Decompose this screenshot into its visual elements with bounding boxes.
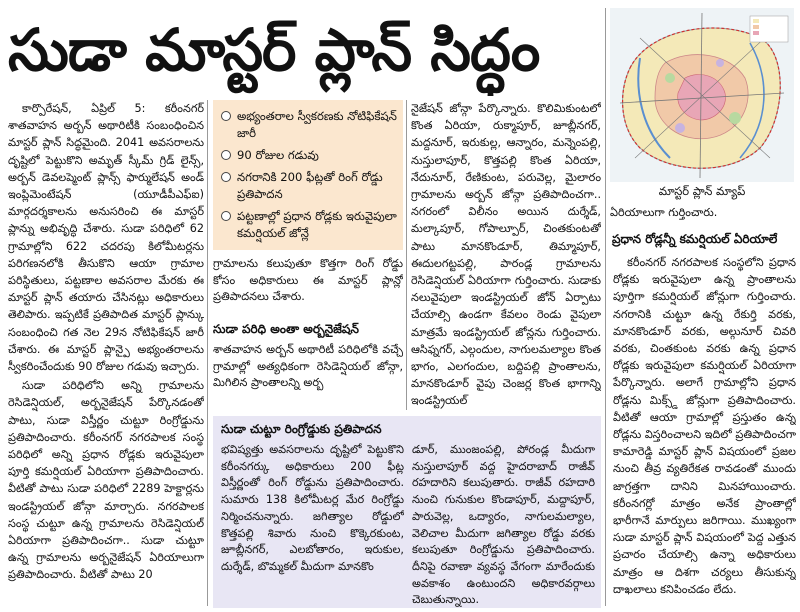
col1-paragraph-1: కార్పొరేషన్, ఏప్రిల్ 5: కరీంనగర్ శాతవాహన అర్బన్ అథారిటీకి సంబంధించిన మాస్టర్ ప్లాన్ సిద్ధమైంది. 2041 అవసరాలను దృష్టిలో పెట్టుకొని అమృత్ స్కీమ్ గ్రిడ్ లైన్స్, అర్బన్ డెవలప్మెంట్ ప్లాన్స్ ఫార్ములేషన్ అండ్ ఇంప్లిమెంటేషన్ (యూడీపీఎఫ్ఐ) మార్గదర్శకాలను అనుసరించి ఈ మాస్టర్ ప్లాన్ను అభివృద్ధి చేశారు. సుడా పరిధిలో 62 గ్రామాల్లోని 622 చదరపు కిలోమీటర్లను పరిగణనలోకి తీసుకొని ఆయా గ్రామాల పరిస్థితులు, పట్టణాల అవసరాల మేరకు ఈ మాస్టర్ ప్లాన్ తయారు చేసినట్లు అధికారులు తెలిపారు. ఇప్పటికే ప్రతిపాదిత మాస్టర్ ప్లాన్కు సంబంధించి గత నెల 29న నోటిఫికేషన్ జారీ చేశారు. ఈ మాస్టర్ ప్లాన్పై అభ్యంతరాలను స్వీకరించేందుకు 90 రోజుల గడువు ఇచ్చారు. (8, 102, 204, 374)
ring-road-heading: సుడా చుట్టూ రింగ్రోడ్డుకు ప్రతిపాదన (221, 422, 382, 436)
col3-paragraph: నైజేషన్ జోన్గా పేర్కొన్నారు. కొలిమికుంటలో కొంత ఏరియా, రుక్మాపూర్, జూబ్లీనగర్, మద్దనూర్, ఇరుకుల్ల, ఆన్నారం, మన్నెంపల్లి, నుస్తులాపూర్, కొత్తపల్లి కొంత ఏరియా, నేదునూర్, రేణికుంట, పరువెల్ల, మైలారం గ్రామాలను అర్బన్ జోన్గా ప్రతిపాదించగా.. నగరంలో విలీనం అయిన దుర్శేడ్, మల్కాపూర్, గోపాల్పూర్, చింతకుంటతో పాటు మానకొండూర్, తిమ్మాపూర్, ఈదులగట్టపల్లి, పారండ్ల గ్రామాలను రెసిడెన్షియల్ ఏరియాగా గుర్తించారు. సుడాకు నలువైపులా ఇండస్ట్రియల్ జోన్ ఏర్పాటు చేయాల్సి ఉండగా కేవలం రెండు వైపులా మాత్రమే ఇండస్ట్రియల్ జోన్లను గుర్తించారు. ఆసిఫ్నగర్, ఎల్గందుల, నాగులమల్యాల కొంత భాగం, ఎలగందుల, బద్దిపల్లి ప్రాంతాలను, మానకొండూర్ వైపు చెంజర్ల కొంత భాగాన్ని ఇండస్ట్రియల్ (411, 102, 601, 408)
col4-continuation: ఏరియాలుగా గుర్తించారు. (610, 206, 718, 219)
highlight-item: నగరానికి 200 ఫీట్లతో రింగ్ రోడ్డు ప్రతిపాదన (221, 169, 397, 203)
subheading-urbanization: సుడా పరిధి అంతా అర్బనైజేషన్ (213, 322, 359, 336)
column-1 (8, 100, 204, 605)
highlight-item: పట్టణాల్లో ప్రధాన రోడ్లకు ఇరువైపులా కమర్షియల్ జోన్లే (221, 208, 397, 242)
column-divider (207, 100, 208, 606)
highlights-box (213, 100, 403, 250)
highlight-item: 90 రోజుల గడువు (221, 147, 397, 164)
col1-paragraph-2: సుడా పరిధిలోని అన్ని గ్రామాలను రెసిడెన్షియల్, అర్బనైజేషన్ పేర్కొనడంతో పాటు, సుడా విస్తీర్ణం చుట్టూ రింగ్రోడ్డును ప్రతిపాదించారు. కరీంనగర్ నగరపాలక సంస్థ పరిధిలో అన్ని ప్రధాన రోడ్లకు ఇరువైపులా పూర్తి కమర్షియల్ ఏరియాగా ప్రతిపాదించారు. వీటితో పాటు సుడా పరిధిలో 2289 హెక్టార్లను ఇండస్ట్రియల్ జోన్గా మార్చారు. నగరపాలక సంస్థ చుట్టూ ఉన్న గ్రామాలను రెసిడెన్షియల్ ఏరియాగా ప్రతిపాదించగా.. సుడా చుట్టూ ఉన్న గ్రామాలను అర్బనైజేషన్ ఏరియాలుగా ప్రతిపాదించారు. వీటితో పాటు 20 (8, 379, 204, 582)
bullet-icon (221, 172, 231, 182)
ring-road-text-left: భవిష్యత్తు అవసరాలను దృష్టిలో పెట్టుకొని కరీంనగర్కు అధికారులు 200 ఫీట్ల విస్తీర్ణంతో రింగ్ రోడ్డును ప్రతిపాదించారు. సుమారు 138 కిలోమీటర్ల మేర రింగ్రోడ్డు నిర్మించనున్నారు. జగిత్యాల రోడ్డులో కొత్తపల్లి శివారు నుంచి కొక్కెరకుంట, జూబ్లీనగర్, ఎలబోతారం, ఇరుకుల, దుర్శేడ్, బొమ్మకల్ మీదుగా మానకొం (221, 443, 404, 573)
col2-paragraph-2: శాతవాహన అర్బన్ అథారిటీ పరిధిలోకి వచ్చే గ్రామాల్లో అత్యధికంగా రెసిడెన్షియల్ జోన్గా, మిగిలిన ప్రాంతాలన్ని అర్బ (213, 343, 403, 389)
highlight-item: అభ్యంతరాల స్వీకరణకు నోటిఫికేషన్ జారీ (221, 108, 397, 142)
col4-paragraph: కరీంనగర్ నగరపాలక సంస్థలోని ప్రధాన రోడ్లకు ఇరువైపులా ఉన్న ప్రాంతాలను పూర్తిగా కమర్షియల్ జోన్లుగా గుర్తించారు. నగరానికి చుట్టూ ఉన్న రేకుర్తి వరకు, మానకొండూర్ వరకు, అల్గునూర్ చివరి వరకు, చింతకుంట వరకు ఉన్న ప్రధాన రోడ్లకు ఇరువైపులా కమర్షియల్ ఏరియాగా పేర్కొన్నారు. అలాగే గ్రామాల్లోని ప్రధాన రోడ్లను మిక్స్డ్ జోన్లుగా ప్రతిపాదించారు. వీటితో ఆయా గ్రామాల్లో ప్రస్తుతం ఉన్న రోడ్లను విస్తరించాలని ఇదిలో ప్రతిపాదించగా కామారెడ్డి మాస్టర్ ప్లాన్ విషయంలో ప్రజల నుంచి తీవ్ర వ్యతిరేకత రావడంతో ముందు జాగ్రత్తగా దానిని మినహాయించారు. కరీంనగర్లో మాత్రం అనేక ప్రాంతాల్లో భారీగానే మార్పులు జరిగాయి. ముఖ్యంగా సుడా మాస్టర్ ప్లాన్ విషయంలో పెద్ద ఎత్తున ప్రచారం చేయాల్సి ఉన్నా అధికారులు మాత్రం ఆ దిశగా చర్యలు తీసుకున్న దాఖలాలు కనిపించడం లేదు. (613, 256, 796, 596)
subheading-commercial: ప్రధాన రోడ్లన్నీ కమర్షియల్ ఏరియాలే (612, 232, 778, 246)
bullet-icon (221, 211, 231, 221)
col2-paragraph: గ్రామాలను కలుపుతూ కొత్తగా రింగ్ రోడ్డు కోసం అధికారులు ఈ మాస్టర్ ప్లాన్లో ప్రతిపాదనలు చేశారు. (213, 257, 403, 303)
map-image (610, 8, 794, 182)
bullet-icon (221, 150, 231, 160)
master-plan-map (610, 8, 794, 182)
ring-road-box (213, 416, 601, 608)
map-caption: మాస్టర్ ప్లాన్ మ్యాప్ (658, 184, 746, 198)
column-4 (613, 254, 796, 606)
column-3 (411, 100, 601, 412)
column-divider (605, 8, 606, 606)
headline: సుడా మాస్టర్ ప్లాన్ సిద్ధం (8, 16, 540, 84)
ring-road-text-right: డూర్, ముంజంపల్లి, పోరండ్ల మీదుగా నుస్తులాపూర్ వద్ద హైదరాబాద్ రాజీవ్ రహదారిని కలుపుతారు. రాజీవ్ రహదారి నుంచి గునుకుల కొండాపూర్, మద్దాపూర్, పారువెల్ల, ఒద్యారం, నాగులమల్యాల, వెలిచాల మీదుగా జగిత్యాల రోడ్డు వరకు కలుపుతూ రింగ్రోడ్డును ప్రతిపాదించారు. దీనిపై రవాణా వ్యవస్థ వేగంగా మారేందుకు అవకాశం ఉంటుందని అధికారవర్గాలు చెబుతున్నాయి. (412, 443, 595, 607)
bullet-icon (221, 111, 231, 121)
column-divider (406, 100, 407, 410)
